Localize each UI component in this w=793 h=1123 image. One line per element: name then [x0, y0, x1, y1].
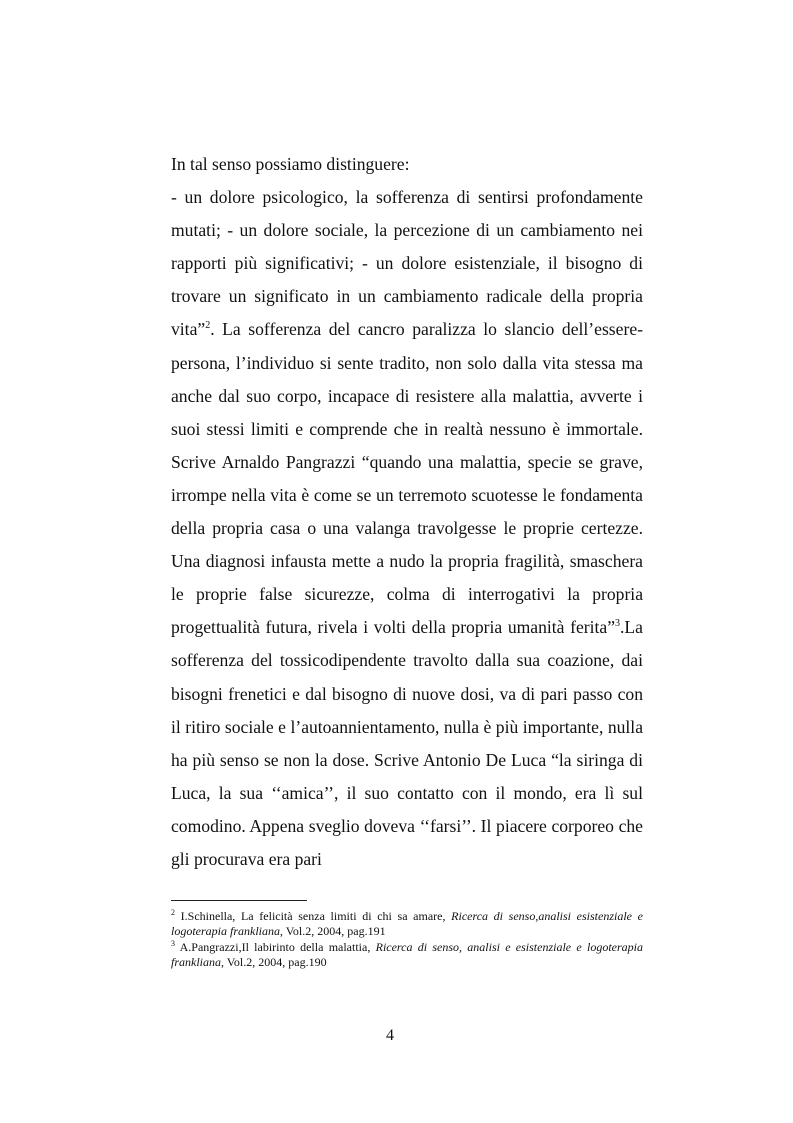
- footnote-separator: [171, 900, 307, 901]
- main-paragraph: [171, 181, 643, 876]
- body-text: [171, 148, 643, 876]
- footnote-number: 2: [171, 908, 175, 917]
- paragraph-part-3: .La sofferenza del tossicodipendente travolto dalla sua coazione, dai bisogni frenetici e dal bisogno di nuove dosi, va di pari passo con il ritiro sociale e l’autoannientamento, nulla è più importante, nulla ha più senso se non la dose. Scrive Antonio De Luca “la siringa di Luca, la sua ‘‘amica’’, il suo contatto con il mondo, era lì sul comodino. Appena sveglio doveva ‘‘farsi’’. Il piacere corporeo che gli procurava era pari: [171, 617, 643, 869]
- footnote-number: 3: [171, 938, 175, 948]
- footnote-journal: Ricerca di senso, analisi e esistenziale e logoterapia frankliana: [171, 939, 643, 969]
- footnote-ref-3[interactable]: 3: [615, 618, 621, 630]
- page-number: 4: [386, 1027, 394, 1044]
- footnote-journal: Ricerca di senso,analisi esistenziale e logoterapia frankliana: [171, 909, 643, 939]
- footnote-2: [171, 909, 643, 940]
- paragraph-part-2: . La sofferenza del cancro paralizza lo slancio dell’essere-persona, l’individuo si sente tradito, non solo dalla vita stessa ma anche dal suo corpo, incapace di resistere alla malattia, avverte i suoi stessi limiti e comprende che in realtà nessuno è immortale. Scrive Arnaldo Pangrazzi “quando una malattia, specie se grave, irrompe nella vita è come se un terremoto scuotesse le fondamenta della propria casa o una valanga travolgesse le proprie certezze. Una diagnosi infausta mette a nudo la propria fragilità, smaschera le proprie false sicurezze, colma di interrogativi la propria progettualità futura, rivela i volti della propria umanità ferita”: [171, 319, 643, 638]
- footnote-3: [171, 940, 643, 971]
- footnote-details: , Vol.2, 2004, pag.191: [280, 924, 386, 939]
- paragraph-part-1: - un dolore psicologico, la sofferenza di sentirsi profondamente mutati; - un dolore sociale, la percezione di un cambiamento nei rapporti più significativi; - un dolore esistenziale, il bisogno di trovare un significato in un cambiamento radicale della propria vita”: [171, 187, 643, 340]
- footnote-details: , Vol.2, 2004, pag.190: [221, 954, 327, 969]
- intro-line: In tal senso possiamo distinguere:: [171, 154, 410, 174]
- footnotes: [171, 909, 643, 970]
- footnote-ref-2[interactable]: 2: [205, 320, 211, 332]
- footnote-author-title: A.Pangrazzi,Il labirinto della malattia,: [175, 939, 376, 954]
- footnote-author-title: I.Schinella, La felicità senza limiti di chi sa amare,: [175, 909, 452, 923]
